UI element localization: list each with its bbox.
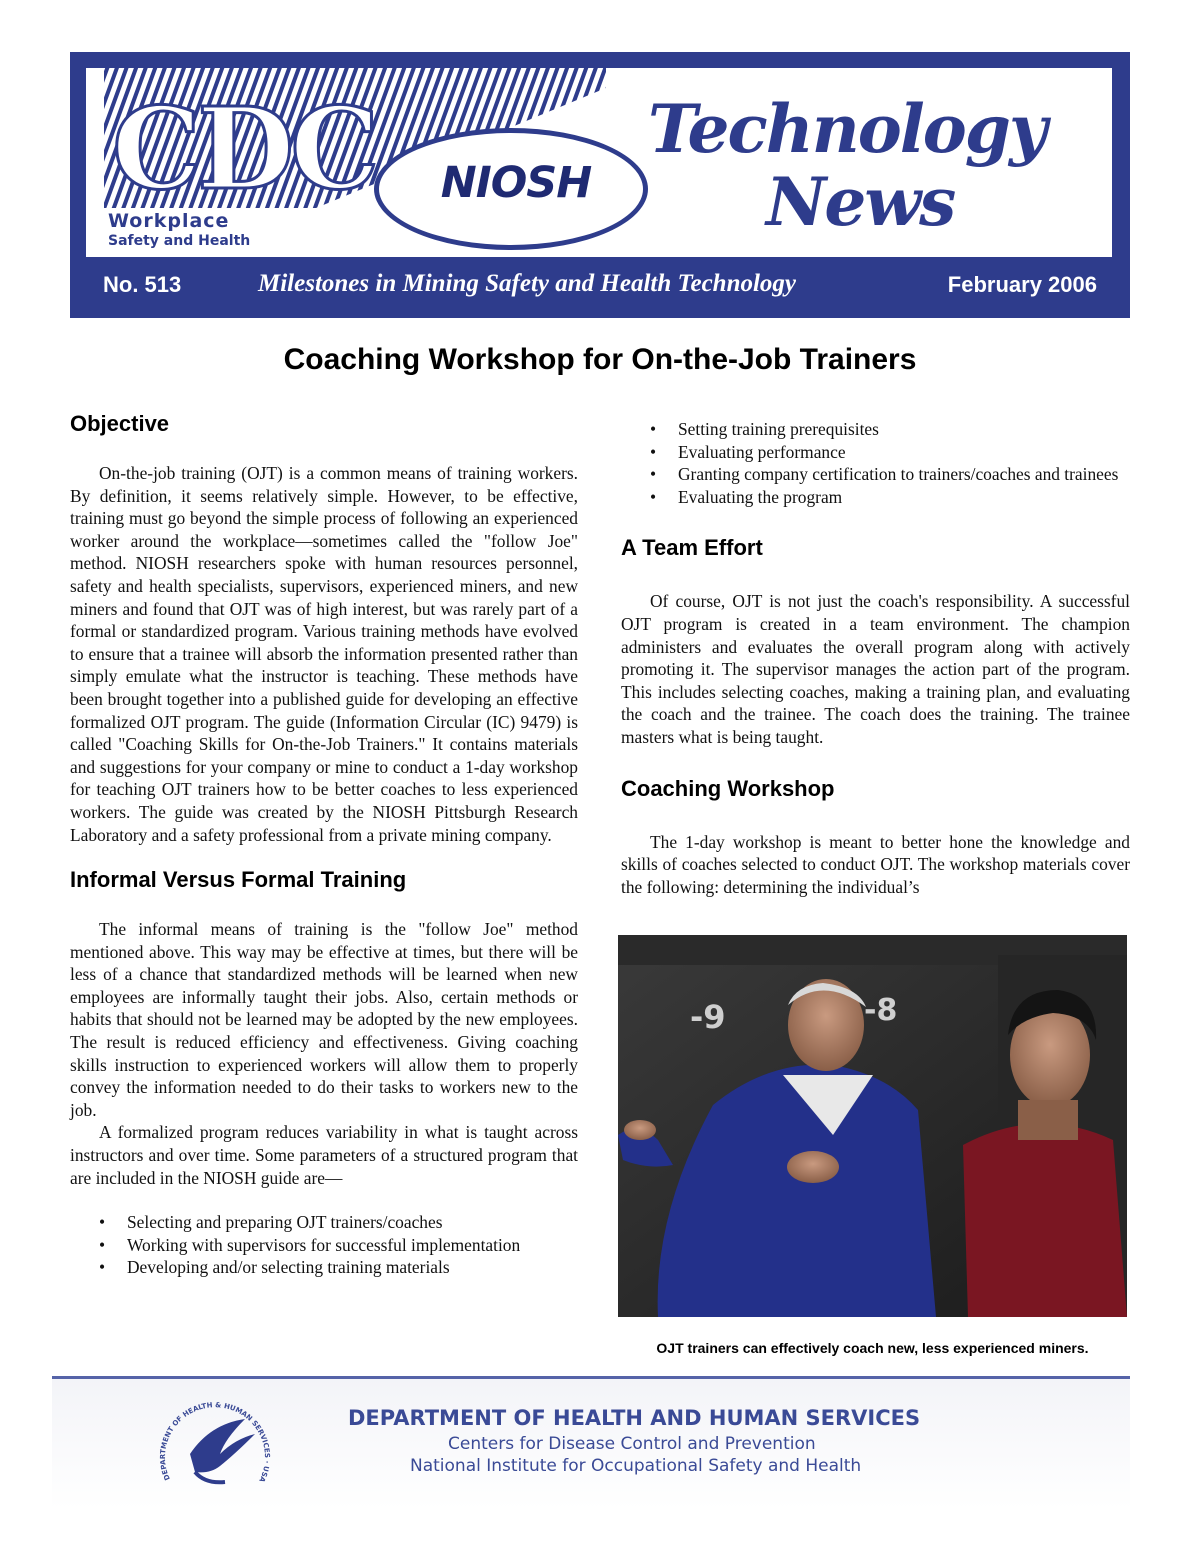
article-title: Coaching Workshop for On-the-Job Trainers bbox=[283, 343, 917, 376]
objective-paragraph: On-the-job training (OJT) is a common means of training workers. By definition, it seems relatively simple. However, to be effective, training must go beyond the simple process of following an experienced worker around the workplace—sometimes called the "follow Joe" method. NIOSH researchers spoke with human resources personnel, safety and health specialists, supervisors, experienced miners, and new miners and found that OJT was of high interest, but was rarely part of a formal or standardized program. Various training methods have evolved to ensure that a trainee will absorb the information presented rather than simply emulate what the instructor is teaching. These methods have been brought together into a published guide for developing an effective formalized OJT program. The guide (Information Circular (IC) 9479) is called "Coaching Skills for On-the-Job Trainers." It contains materials and suggestions for your company or mine to conduct a 1-day workshop for teaching OJT trainers how to be better coaches to less experienced workers. The guide was created by the NIOSH Pittsburgh Research Laboratory and a safety professional from a private mining company. bbox=[70, 463, 578, 845]
photo-caption: OJT trainers can effectively coach new, less experienced miners. bbox=[656, 1340, 1089, 1356]
agency-cdc-name: Centers for Disease Control and Prevention bbox=[448, 1434, 816, 1454]
objective-heading: Objective bbox=[70, 411, 170, 436]
team-effort-heading: A Team Effort bbox=[621, 535, 763, 561]
trainers-photo bbox=[618, 935, 1127, 1317]
left-column bbox=[70, 410, 578, 1279]
wall-mark: -8 bbox=[864, 993, 898, 1028]
team-effort-paragraph: Of course, OJT is not just the coach's responsibility. A successful OJT program is created in a team environment. The champion administers and evaluates the overall program along with actively promoting it. The supervisor manages the action part of the program. This includes selecting coaches, making a training plan, and evaluating the coach and the trainee. The coach does the training. The trainee masters what is being taught. bbox=[621, 591, 1130, 747]
masthead-logo-panel bbox=[83, 65, 1115, 260]
list-item: • Granting company certification to trainers/coaches and trainees bbox=[650, 464, 1119, 485]
issue-bar bbox=[83, 262, 1117, 306]
department-name: DEPARTMENT OF HEALTH AND HUMAN SERVICES bbox=[348, 1406, 921, 1430]
coaching-workshop-paragraph: The 1-day workshop is meant to better hone the knowledge and skills of coaches selected to conduct OJT. The workshop materials cover the following: determining the individual’s bbox=[621, 831, 1130, 897]
logo-workplace-text: Workplace bbox=[108, 210, 230, 232]
right-column bbox=[621, 418, 1130, 898]
niosh-logo-text: NIOSH bbox=[440, 158, 592, 208]
list-item: • Working with supervisors for successful implementation bbox=[99, 1234, 521, 1255]
issue-number: No. 513 bbox=[103, 272, 182, 297]
hhs-seal-logo bbox=[150, 1384, 280, 1504]
newsletter-title-news: News bbox=[766, 163, 955, 241]
informal-paragraph-2: A formalized program reduces variability in what is taught across instructors and over time. Some parameters of a structured program that are included in the NIOSH guide are— bbox=[70, 1122, 578, 1188]
logo-safety-text: Safety and Health bbox=[108, 233, 251, 249]
list-item: • Developing and/or selecting training materials bbox=[99, 1257, 450, 1278]
informal-heading: Informal Versus Formal Training bbox=[70, 867, 407, 893]
list-item: • Selecting and preparing OJT trainers/coaches bbox=[99, 1212, 443, 1233]
cdc-letters: CDC bbox=[112, 84, 376, 215]
list-item: • Setting training prerequisites bbox=[650, 419, 879, 439]
informal-paragraph-1: The informal means of training is the "follow Joe" method mentioned above. This way may be effective at times, but there will be less of a chance that standardized methods will be learned when new employees are informally taught their jobs. Also, certain methods or habits that should not be learned may be adopted by the new employees. The result is reduced efficiency and effectiveness. Giving coaching skills instruction to experienced workers will allow them to properly convey the information needed to do their tasks to workers new to the job. bbox=[70, 919, 578, 1120]
issue-tagline: Milestones in Mining Safety and Health Technology bbox=[258, 270, 797, 297]
program-parameters-list-part1 bbox=[70, 1211, 578, 1279]
wall-mark: -9 bbox=[690, 998, 726, 1036]
coaching-workshop-heading: Coaching Workshop bbox=[621, 775, 835, 801]
list-item: • Evaluating the program bbox=[650, 486, 843, 507]
newsletter-title-technology: Technology bbox=[648, 90, 1046, 168]
issue-date: February 2006 bbox=[947, 272, 1097, 297]
agency-niosh-name: National Institute for Occupational Safety and Health bbox=[410, 1456, 862, 1476]
masthead bbox=[70, 52, 1130, 318]
list-item: • Evaluating performance bbox=[650, 441, 846, 462]
program-parameters-list-part2 bbox=[621, 418, 1130, 508]
svg-text:DEPARTMENT OF HEALTH & HUMAN S: DEPARTMENT OF HEALTH & HUMAN SERVICES · USA bbox=[158, 1401, 272, 1484]
